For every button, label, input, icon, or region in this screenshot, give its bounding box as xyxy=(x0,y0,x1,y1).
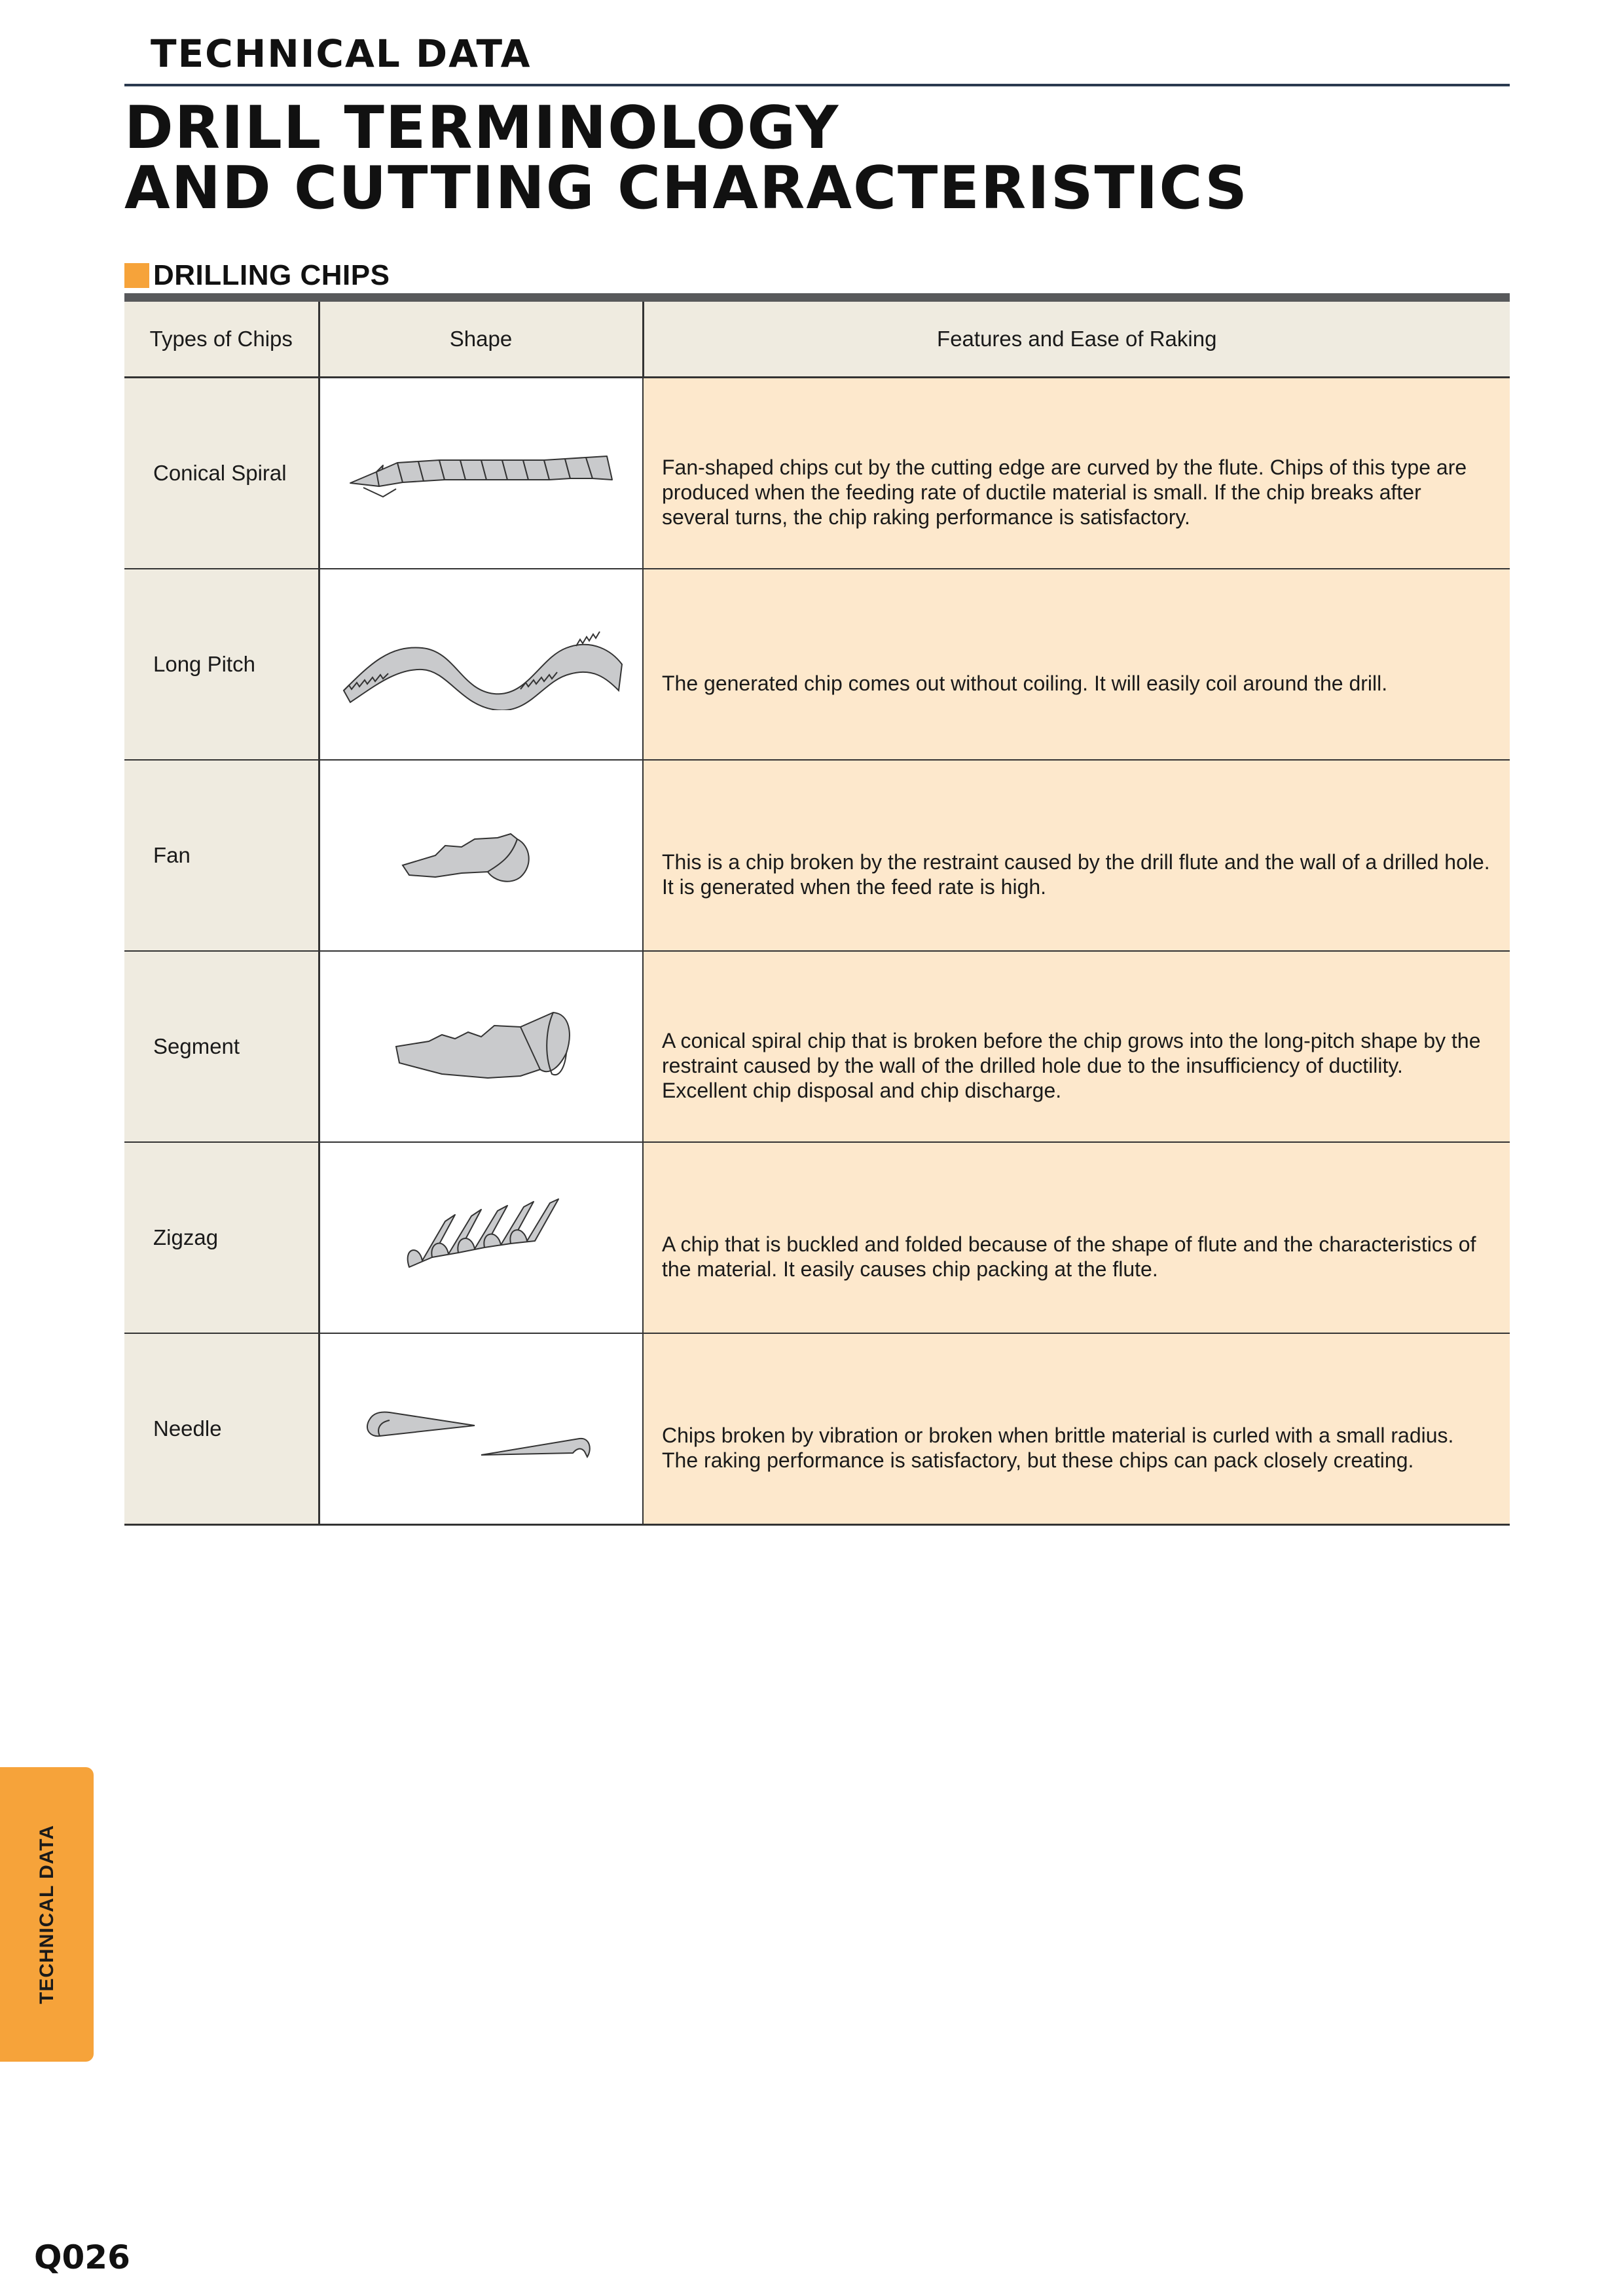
needle-chip-icon xyxy=(350,1393,612,1465)
chip-feature-cell: The generated chip comes out without coiling. It will easily coil around the drill. xyxy=(643,569,1510,760)
header-kicker: TECHNICAL DATA xyxy=(151,31,532,76)
chip-feature-cell: Chips broken by vibration or broken when brittle material is curled with a small radius. The raking performance is satisfactory, but these chips can pack closely creating. xyxy=(643,1333,1510,1525)
chip-shape-cell xyxy=(319,760,643,951)
chip-shape-cell xyxy=(319,951,643,1142)
drilling-chips-table xyxy=(124,302,1510,1526)
page-number: Q026 xyxy=(34,2238,130,2276)
chip-type-cell: Long Pitch xyxy=(124,569,319,760)
conical-spiral-chip-icon xyxy=(337,434,625,512)
chip-type-cell: Conical Spiral xyxy=(124,378,319,569)
chip-type-cell: Fan xyxy=(124,760,319,951)
page-title xyxy=(124,94,1249,223)
chip-feature-cell: A chip that is buckled and folded because of the shape of flute and the characteristics of the material. It easily causes chip packing at the flute. xyxy=(643,1142,1510,1333)
section-label: DRILLING CHIPS xyxy=(153,259,390,291)
page-title-line-1: DRILL TERMINOLOGY xyxy=(124,94,840,162)
header-shape: Shape xyxy=(319,302,643,378)
header-rule xyxy=(124,84,1510,86)
section-square-icon xyxy=(124,263,149,288)
section-heading xyxy=(124,259,390,292)
side-tab-label: TECHNICAL DATA xyxy=(35,1825,58,2004)
long-pitch-chip-icon xyxy=(331,619,632,710)
chip-type-cell: Needle xyxy=(124,1333,319,1525)
table-top-bar xyxy=(124,293,1510,302)
zigzag-chip-icon xyxy=(383,1195,579,1280)
table-header-row xyxy=(124,302,1510,378)
side-tab xyxy=(0,1767,94,2062)
chip-shape-cell xyxy=(319,1333,643,1525)
chip-shape-cell xyxy=(319,378,643,569)
header-types-of-chips: Types of Chips xyxy=(124,302,319,378)
table-row xyxy=(124,1333,1510,1525)
header-features: Features and Ease of Raking xyxy=(643,302,1510,378)
table-row xyxy=(124,951,1510,1142)
chip-feature-cell: Fan-shaped chips cut by the cutting edge are curved by the flute. Chips of this type are produced when the feeding rate of ductile material is small. If the chip breaks after several turns, the chip raking performance is satisfactory. xyxy=(643,378,1510,569)
fan-chip-icon xyxy=(383,819,579,891)
table-row xyxy=(124,760,1510,951)
chip-type-cell: Zigzag xyxy=(124,1142,319,1333)
table-row xyxy=(124,378,1510,569)
chip-feature-cell: This is a chip broken by the restraint caused by the drill flute and the wall of a drilled hole. It is generated when the feed rate is high. xyxy=(643,760,1510,951)
table-row xyxy=(124,569,1510,760)
table-row xyxy=(124,1142,1510,1333)
chip-shape-cell xyxy=(319,569,643,760)
segment-chip-icon xyxy=(370,1001,593,1092)
chip-type-cell: Segment xyxy=(124,951,319,1142)
page-title-line-2: AND CUTTING CHARACTERISTICS xyxy=(124,154,1249,223)
chip-shape-cell xyxy=(319,1142,643,1333)
chip-feature-cell: A conical spiral chip that is broken before the chip grows into the long-pitch shape by the restraint caused by the wall of the drilled hole due to the insufficiency of ductility. Excellent chip disposal and chip discharge. xyxy=(643,951,1510,1142)
